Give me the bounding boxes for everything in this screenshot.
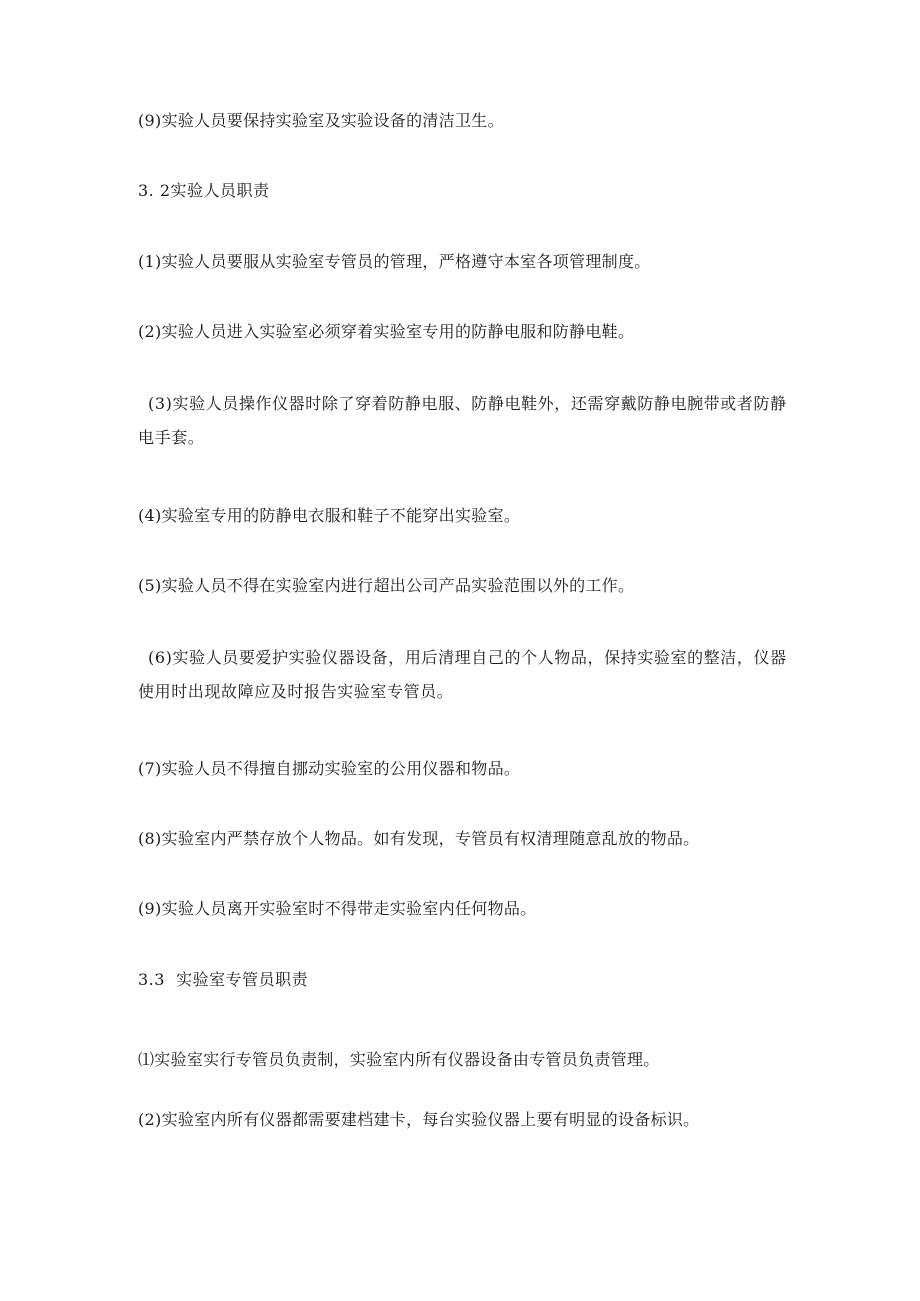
paragraph-item-1: (1)实验人员要服从实验室专管员的管理，严格遵守本室各项管理制度。 (138, 252, 651, 271)
paragraph-item-7: (7)实验人员不得擅自挪动实验室的公用仪器和物品。 (138, 759, 521, 778)
paragraph-item-9-cleanliness: (9)实验人员要保持实验室及实验设备的清洁卫生。 (138, 111, 504, 130)
paragraph-item-2: (2)实验人员进入实验室必须穿着实验室专用的防静电服和防静电鞋。 (138, 322, 635, 341)
paragraph-item-2-manager: (2)实验室内所有仪器都需要建档建卡，每台实验仪器上要有明显的设备标识。 (138, 1110, 700, 1129)
section-heading-3-2: 3. 2实验人员职责 (138, 181, 270, 200)
paragraph-item-3: (3)实验人员操作仪器时除了穿着防静电服、防静电鞋外，还需穿戴防静电腕带或者防静电手套。 (138, 394, 787, 447)
paragraph-item-9-leaving: (9)实验人员离开实验室时不得带走实验室内任何物品。 (138, 899, 537, 918)
paragraph-item-6: (6)实验人员要爱护实验仪器设备，用后清理自己的个人物品，保持实验室的整洁，仪器使用时出现故障应及时报告实验室专管员。 (138, 648, 787, 701)
paragraph-item-8: (8)实验室内严禁存放个人物品。如有发现，专管员有权清理随意乱放的物品。 (138, 829, 700, 848)
section-heading-3-3: 3.3 实验室专管员职责 (138, 970, 309, 989)
paragraph-item-4: (4)实验室专用的防静电衣服和鞋子不能穿出实验室。 (138, 506, 521, 525)
paragraph-item-5: (5)实验人员不得在实验室内进行超出公司产品实验范围以外的工作。 (138, 576, 635, 595)
paragraph-item-1-manager: ⑴实验室实行专管员负责制，实验室内所有仪器设备由专管员负责管理。 (138, 1050, 660, 1069)
